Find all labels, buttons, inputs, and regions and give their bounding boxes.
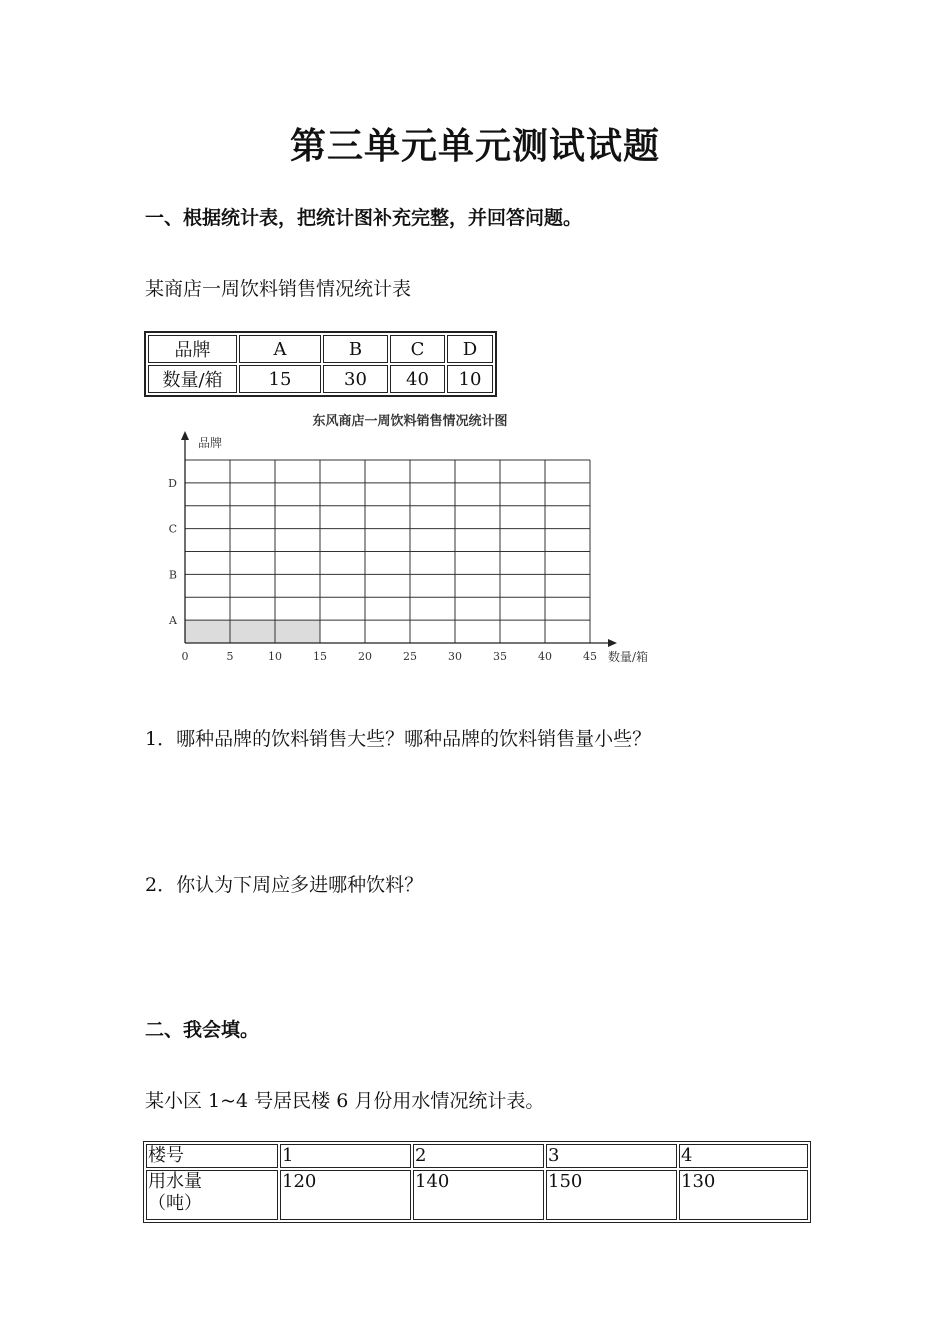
question-2: 2．你认为下周应多进哪种饮料？ xyxy=(145,874,424,896)
water-usage-table xyxy=(143,1141,811,1223)
x-tick-label: 40 xyxy=(538,650,552,663)
brand-cell: D xyxy=(447,335,493,363)
chart-y-axis-label: 品牌 xyxy=(198,436,223,450)
table-2-caption: 某小区 1~4 号居民楼 6 月份用水情况统计表。 xyxy=(145,1090,545,1112)
brand-cell: A xyxy=(239,335,321,363)
value-cell: 140 xyxy=(413,1170,544,1220)
count-cell: 10 xyxy=(447,365,493,393)
chart-x-axis-label: 数量/箱 xyxy=(608,650,649,664)
page-title: 第三单元单元测试试题 xyxy=(289,126,660,167)
y-axis-arrow xyxy=(181,431,189,440)
question-1: 1．哪种品牌的饮料销售大些？哪种品牌的饮料销售量小些？ xyxy=(145,728,652,750)
building-cell: 1 xyxy=(280,1144,411,1168)
bar-A xyxy=(185,620,320,643)
count-cell: 40 xyxy=(390,365,445,393)
bar-chart xyxy=(160,405,670,670)
header-building-label: 楼号 xyxy=(146,1144,278,1168)
x-tick-label: 45 xyxy=(583,650,597,663)
y-category-label: A xyxy=(169,614,177,628)
value-cell: 150 xyxy=(546,1170,677,1220)
y-category-label: C xyxy=(168,522,177,536)
x-tick-label: 25 xyxy=(403,650,417,663)
building-cell: 4 xyxy=(679,1144,808,1168)
section-2-heading: 二、我会填。 xyxy=(145,1019,260,1041)
building-cell: 3 xyxy=(546,1144,677,1168)
x-tick-label: 35 xyxy=(493,650,507,663)
value-cell: 120 xyxy=(280,1170,411,1220)
section-1-heading: 一、根据统计表，把统计图补充完整，并回答问题。 xyxy=(145,207,583,229)
table-row xyxy=(148,335,493,363)
value-cell: 130 xyxy=(679,1170,808,1220)
count-cell: 15 xyxy=(239,365,321,393)
x-tick-label: 15 xyxy=(313,650,327,663)
x-tick-label: 30 xyxy=(448,650,462,663)
brand-cell: B xyxy=(323,335,388,363)
brand-cell: C xyxy=(390,335,445,363)
y-category-label: B xyxy=(168,568,177,582)
x-axis-arrow xyxy=(608,639,617,647)
x-tick-label: 5 xyxy=(226,650,234,663)
sales-table xyxy=(144,331,497,397)
x-tick-label: 10 xyxy=(268,650,282,663)
table-row xyxy=(146,1170,808,1220)
water-label-line2: （吨） xyxy=(148,1193,202,1214)
x-tick-label: 0 xyxy=(181,650,189,663)
y-category-label: D xyxy=(168,476,177,490)
table-row xyxy=(146,1144,808,1168)
count-cell: 30 xyxy=(323,365,388,393)
table-1-caption: 某商店一周饮料销售情况统计表 xyxy=(145,278,412,300)
table-row xyxy=(148,365,493,393)
header-water-label xyxy=(146,1170,278,1220)
x-tick-label: 20 xyxy=(358,650,372,663)
building-cell: 2 xyxy=(413,1144,544,1168)
chart-title: 东风商店一周饮料销售情况统计图 xyxy=(312,414,508,429)
row-header-brand: 品牌 xyxy=(148,335,237,363)
water-label-line1: 用水量 xyxy=(148,1171,202,1192)
row-header-count: 数量/箱 xyxy=(148,365,237,393)
